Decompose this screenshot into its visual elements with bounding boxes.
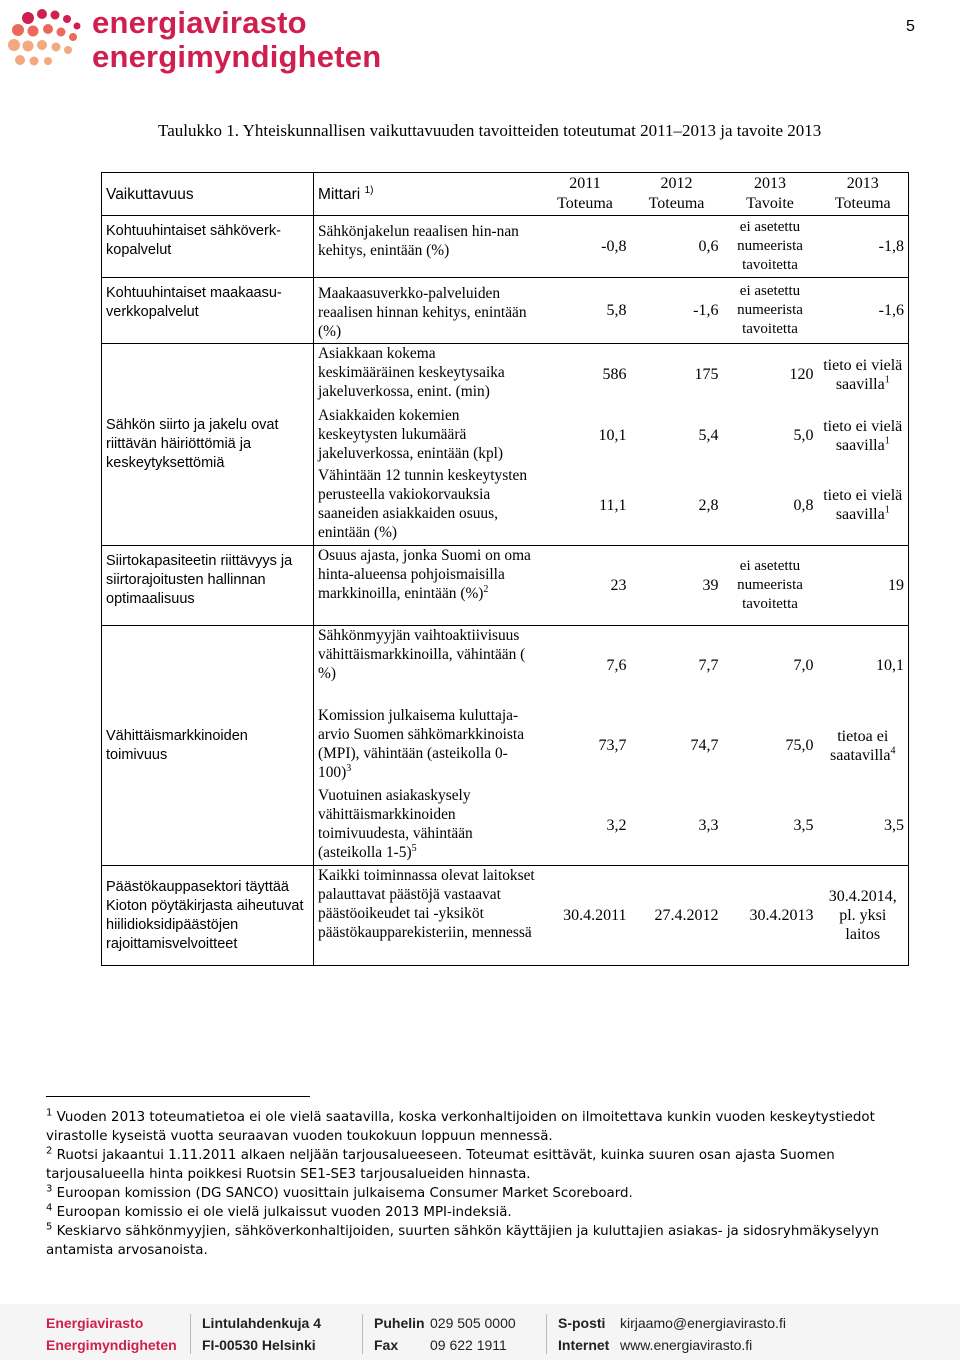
category-cell: Päästökauppasektori täyttää Kioton pöytäkirjasta aiheutuvat hiilidioksidipäästöjen rajoittamisvelvoitteet bbox=[102, 866, 314, 966]
footer-email[interactable]: kirjaamo@energiavirasto.fi bbox=[620, 1315, 786, 1331]
header-2011 bbox=[540, 173, 631, 216]
metric-cell: Vähintään 12 tunnin keskeytysten perusteella vakiokorvauksia saaneiden asiakkaiden osuus, enintään (%) bbox=[318, 466, 528, 541]
footer-address-street: Lintulahdenkuja 4 bbox=[202, 1315, 322, 1331]
actual-2013: 19 bbox=[818, 546, 909, 626]
metric-cell: Maakaasuverkko-palveluiden reaalisen hinnan kehitys, enintään (%) bbox=[314, 278, 540, 344]
actual-2013 bbox=[818, 344, 909, 406]
footnote-4-num: 4 bbox=[46, 1202, 53, 1214]
metric-cell: Kaikki toiminnassa olevat laitokset palauttavat päästöjä vastaavat päästöoikeudet tai -yksiköt päästökaupparekisteriin, mennessä bbox=[314, 866, 540, 966]
value-2011: 11,1 bbox=[599, 496, 627, 514]
value-2012: 39 bbox=[631, 546, 723, 626]
value-2011: 23 bbox=[540, 546, 631, 626]
value-2012: 74,7 bbox=[690, 737, 719, 754]
footer-fax: 09 622 1911 bbox=[430, 1337, 507, 1353]
category-cell: Siirtokapasiteetin riittävyys ja siirtorajoitusten hallinnan optimaalisuus bbox=[102, 546, 314, 626]
value-2012: 0,6 bbox=[698, 238, 719, 255]
value-2012: 27.4.2012 bbox=[631, 866, 723, 966]
footnote-5-text: Keskiarvo sähkönmyyjien, sähköverkonhaltijoiden, suurten sähkön käyttäjien ja kuluttajien asiakas- ja sidosryhmäkyselyyn antamista arvosanoista. bbox=[46, 1224, 880, 1258]
table-row bbox=[102, 866, 909, 966]
footnote-5-num: 5 bbox=[46, 1221, 53, 1233]
metric-cell bbox=[314, 706, 540, 786]
footer-org-fi: Energiavirasto bbox=[46, 1315, 144, 1331]
metric-sup: 3 bbox=[346, 762, 352, 774]
header-2011-type: Toteuma bbox=[557, 195, 613, 212]
footnote-1-text: Vuoden 2013 toteumatietoa ei ole vielä saatavilla, koska verkonhaltijoiden on ilmoitettava kunkin vuoden keskeytystiedot virastolle kyseistä vuotta seuraavan vuoden toukokuun loppuun mennessä. bbox=[46, 1110, 875, 1144]
footer-org-sv: Energimyndigheten bbox=[46, 1337, 177, 1353]
header-mittari bbox=[314, 173, 540, 216]
target-2013: ei asetettu numeerista tavoitetta bbox=[723, 546, 818, 626]
value-2012: 2,8 bbox=[698, 496, 719, 514]
footnote-2 bbox=[46, 1146, 916, 1184]
header-mittari-label: Mittari bbox=[318, 185, 361, 203]
actual-2013-text: tieto ei vielä saavilla bbox=[823, 487, 903, 524]
actual-2013-sup: 1 bbox=[884, 435, 890, 447]
actual-2013-text: tietoa ei saatavilla bbox=[830, 727, 891, 764]
value-2011: 7,6 bbox=[540, 626, 631, 706]
value-2011: 5,8 bbox=[540, 278, 631, 344]
header-2012-type: Toteuma bbox=[648, 195, 705, 212]
metric-cell: Sähkönmyyjän vaihtoaktiivisuus vähittäismarkkinoilla, vähintään ( %) bbox=[314, 626, 540, 706]
value-2012: 3,3 bbox=[698, 816, 719, 834]
footnote-2-text: Ruotsi jakaantui 1.11.2011 alkaen neljään tarjousalueeseen. Toteumat esittävät, kuinka suuren osan ajasta Suomen tarjousalueella hinta poikkesi Ruotsin SE1-SE3 tarjousalueiden hinnasta. bbox=[46, 1148, 835, 1182]
footer-email-label: S-posti bbox=[558, 1315, 606, 1331]
table-header-row bbox=[102, 173, 909, 216]
metric-text: Vuotuinen asiakaskysely vähittäismarkkinoiden toimivuudesta, vähintään (asteikolla 1-5) bbox=[318, 786, 473, 861]
footer-phone: 029 505 0000 bbox=[430, 1315, 516, 1331]
header-2013-target bbox=[723, 173, 818, 216]
footnote-3-text: Euroopan komission (DG SANCO) vuosittain julkaisema Consumer Market Scoreboard. bbox=[56, 1186, 633, 1201]
header-mittari-sup: 1) bbox=[364, 184, 374, 196]
footer-address-city: FI-00530 Helsinki bbox=[202, 1337, 316, 1353]
value-2012: 175 bbox=[631, 344, 723, 406]
value-2012: -1,6 bbox=[631, 278, 723, 344]
table-row bbox=[102, 626, 909, 706]
metric-text: Komission julkaisema kuluttaja-arvio Suomen sähkömarkkinoista (MPI), vähintään (asteikolla 0-100) bbox=[318, 706, 525, 781]
page-number: 5 bbox=[906, 18, 915, 35]
footnotes bbox=[46, 1108, 916, 1260]
header-2012 bbox=[631, 173, 723, 216]
category-cell: Vähittäismarkkinoiden toimivuus bbox=[102, 626, 314, 866]
footnote-1 bbox=[46, 1108, 916, 1146]
actual-2013: -1,8 bbox=[818, 216, 909, 278]
table-row bbox=[102, 546, 909, 626]
header-2011-year: 2011 bbox=[569, 175, 601, 192]
footnote-4 bbox=[46, 1203, 916, 1222]
page-footer bbox=[0, 1304, 960, 1360]
actual-2013-sup: 1 bbox=[884, 374, 890, 386]
metric-sup: 2 bbox=[483, 583, 489, 595]
target-2013: 75,0 bbox=[785, 737, 814, 754]
actual-2013 bbox=[818, 466, 909, 546]
brand-name-fi: energiavirasto bbox=[92, 5, 307, 40]
table-row bbox=[102, 216, 909, 278]
target-2013: ei asetettu numeerista tavoitetta bbox=[723, 278, 818, 344]
impact-table bbox=[101, 172, 909, 966]
value-2012: 7,7 bbox=[631, 626, 723, 706]
target-2013: 7,0 bbox=[723, 626, 818, 706]
actual-2013: 30.4.2014, pl. yksi laitos bbox=[818, 866, 909, 966]
actual-2013: 3,5 bbox=[818, 786, 909, 866]
actual-2013-sup: 4 bbox=[890, 745, 896, 757]
metric-cell bbox=[314, 546, 540, 626]
target-2013: 30.4.2013 bbox=[723, 866, 818, 966]
value-2011: 586 bbox=[540, 344, 631, 406]
metric-cell bbox=[314, 786, 540, 866]
value-2012: 5,4 bbox=[698, 427, 719, 444]
header-2013t-type: Tavoite bbox=[746, 195, 794, 212]
table-row bbox=[102, 344, 909, 406]
footer-divider bbox=[362, 1314, 363, 1354]
actual-2013-text: tieto ei vielä saavilla bbox=[823, 417, 903, 454]
header-2013a-type: Toteuma bbox=[834, 195, 891, 212]
value-2011: 30.4.2011 bbox=[540, 866, 631, 966]
header-2013t-year: 2013 bbox=[754, 175, 786, 192]
metric-cell: Sähkönjakelun reaalisen hin-nan kehitys, enintään (%) bbox=[318, 223, 519, 259]
metric-cell: Asiakkaan kokema keskimääräinen keskeytysaika jakeluverkossa, enint. (min) bbox=[314, 344, 540, 406]
footnote-2-num: 2 bbox=[46, 1145, 53, 1157]
target-2013: ei asetettu numeerista tavoitetta bbox=[737, 219, 803, 273]
actual-2013-text: tieto ei vielä saavilla bbox=[823, 356, 903, 393]
footer-divider bbox=[546, 1314, 547, 1354]
category-cell: Kohtuuhintaiset maakaasu-verkkopalvelut bbox=[102, 278, 314, 344]
metric-cell: Asiakkaiden kokemien keskeytysten lukumäärä jakeluverkossa, enintään (kpl) bbox=[318, 406, 504, 462]
header-2012-year: 2012 bbox=[660, 175, 693, 192]
actual-2013: 10,1 bbox=[818, 626, 909, 706]
target-2013: 5,0 bbox=[793, 427, 814, 444]
actual-2013-sup: 1 bbox=[884, 504, 890, 516]
table-row bbox=[102, 278, 909, 344]
footer-divider bbox=[190, 1314, 191, 1354]
metric-sup: 5 bbox=[411, 842, 417, 854]
footnote-4-text: Euroopan komissio ei ole vielä julkaissut vuoden 2013 MPI-indeksiä. bbox=[56, 1205, 512, 1220]
footnote-1-num: 1 bbox=[46, 1107, 53, 1119]
footnote-5 bbox=[46, 1222, 916, 1260]
footer-fax-label: Fax bbox=[374, 1337, 399, 1353]
footer-web[interactable]: www.energiavirasto.fi bbox=[620, 1337, 753, 1353]
category-cell: Sähkön siirto ja jakelu ovat riittävän häiriöttömiä ja keskeytyksettömiä bbox=[102, 344, 314, 546]
brand-name-sv: energimyndigheten bbox=[92, 39, 382, 74]
target-2013: 3,5 bbox=[793, 816, 814, 834]
actual-2013 bbox=[818, 706, 909, 786]
header-2013-actual bbox=[818, 173, 909, 216]
table-caption: Taulukko 1. Yhteiskunnallisen vaikuttavuuden tavoitteiden toteutumat 2011–2013 ja tavoite 2013 bbox=[158, 121, 822, 140]
actual-2013 bbox=[818, 406, 909, 466]
footnote-3-num: 3 bbox=[46, 1183, 53, 1195]
value-2011: 73,7 bbox=[598, 737, 627, 754]
footnote-3 bbox=[46, 1184, 916, 1203]
footer-web-label: Internet bbox=[558, 1337, 610, 1353]
category-cell: Kohtuuhintaiset sähköverk-kopalvelut bbox=[102, 216, 314, 278]
header-2013a-year: 2013 bbox=[846, 175, 879, 192]
target-2013: 0,8 bbox=[793, 496, 814, 514]
value-2011: 10,1 bbox=[598, 427, 627, 444]
header-vaikuttavuus: Vaikuttavuus bbox=[102, 173, 314, 216]
actual-2013: -1,6 bbox=[818, 278, 909, 344]
target-2013: 120 bbox=[723, 344, 818, 406]
energiavirasto-logo bbox=[6, 6, 88, 70]
footer-phone-label: Puhelin bbox=[374, 1315, 425, 1331]
footnote-divider bbox=[46, 1096, 310, 1097]
value-2011: 3,2 bbox=[606, 816, 627, 834]
metric-text: Osuus ajasta, jonka Suomi on oma hinta-alueensa pohjoismaisilla markkinoilla, enintään (%) bbox=[318, 547, 531, 602]
value-2011: -0,8 bbox=[601, 238, 627, 255]
